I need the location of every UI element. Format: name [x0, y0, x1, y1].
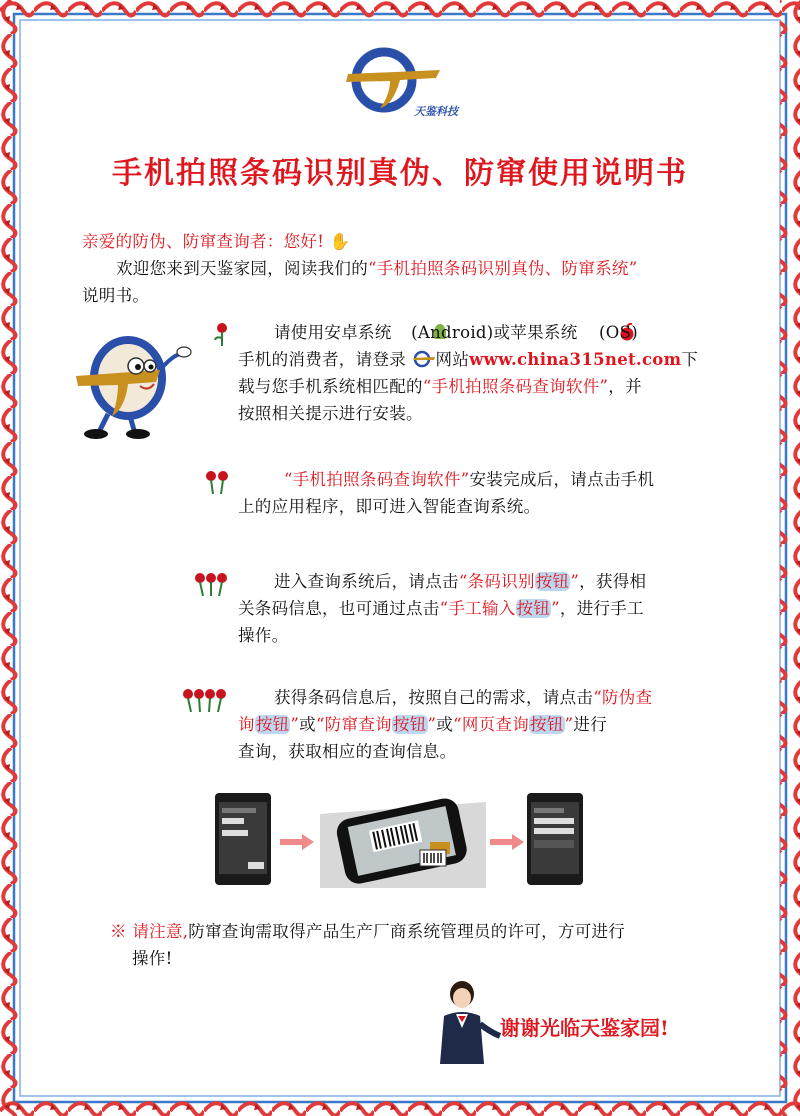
notice-text-1: 防窜查询需取得产品生产厂商系统管理员的许可，方可进行 [188, 922, 626, 941]
step2-software-name: “手机拍照条码查询软件” [284, 470, 470, 489]
step4-text-1: 获得条码信息后，按照自己的需求，请点击 [274, 688, 594, 707]
notice-text-2: 操作! [132, 949, 173, 968]
step-1 [238, 319, 720, 427]
step4-quote-close-3: ” [564, 715, 574, 734]
step1-text-5: 网站 [435, 350, 470, 369]
intro-system-name: “手机拍照条码识别真伪、防窜系统” [368, 259, 638, 278]
rose-icon-4 [182, 688, 228, 712]
antidiversion-query-button[interactable]: 按钮 [392, 715, 427, 734]
page-title: 手机拍照条码识别真伪、防窜使用说明书 [112, 156, 688, 191]
step2-text-3: 上的应用程序，即可进入智能查询系统。 [238, 497, 541, 516]
step3-quote-close-2: ” [551, 599, 560, 618]
rose-icon-3 [194, 572, 228, 596]
intro-section [82, 228, 762, 309]
step4-or-2: 或 [436, 715, 454, 734]
step4-text-14: 进行 [573, 715, 607, 734]
step1-text-10: ，并 [608, 377, 642, 396]
mascot-illustration [68, 330, 198, 442]
step-3 [238, 568, 720, 649]
rose-icon-1 [212, 322, 232, 346]
step4-text-15: 查询，获取相应的查询信息。 [238, 742, 457, 761]
arrow-right-icon-2 [490, 834, 526, 850]
greeting: 亲爱的防伪、防窜查询者：您好! [82, 232, 325, 251]
thanks-text: 谢谢光临天鉴家园! [500, 1016, 669, 1040]
step4-quote-close-1: ” [290, 715, 300, 734]
arrow-right-icon-1 [280, 834, 316, 850]
manual-input-button[interactable]: 按钮 [516, 599, 551, 618]
hostess-illustration [432, 980, 502, 1064]
notice-section [110, 918, 720, 972]
webpage-query-button[interactable]: 按钮 [530, 715, 564, 734]
step1-text-8: 载与您手机系统相匹配的 [238, 377, 423, 396]
website-link[interactable]: www.china315net.com [469, 350, 682, 369]
step3-quote-close-1: ” [570, 572, 580, 591]
barcode-recognize-button[interactable]: 按钮 [535, 572, 570, 591]
step3-manual-label: “手工输入 [439, 599, 516, 618]
clapping-hands-icon: ✋ [329, 232, 351, 251]
notice-mark: ※ 请注意, [110, 922, 189, 941]
phone-scanning-illustration [320, 792, 486, 888]
step3-barcode-label: “条码识别 [458, 572, 535, 591]
step1-text-1: 请使用安卓系统 [274, 323, 392, 342]
software-name: “手机拍照条码查询软件” [422, 377, 609, 396]
step3-text-11: 操作。 [238, 626, 289, 645]
step4-anticounterfeit-label: “防伪查 [593, 688, 653, 707]
step4-anticounterfeit-label-cont: 询 [238, 715, 255, 734]
step3-text-10: ，进行手工 [559, 599, 644, 618]
step2-text-2: 安装完成后，请点击手机 [469, 470, 655, 489]
step-4 [238, 684, 720, 765]
android-icon [397, 322, 411, 340]
step1-text-3: (OS) [599, 323, 638, 342]
apple-icon [583, 322, 599, 340]
brand-logo-text: 天鉴科技 [414, 105, 458, 118]
rose-icon-2 [204, 470, 230, 494]
phone-screen-left [214, 792, 274, 888]
intro-text-c: 说明书。 [82, 286, 150, 305]
step1-text-4: 手机的消费者，请登录 [238, 350, 406, 369]
phone-screen-right [526, 792, 586, 888]
anticounterfeit-query-button[interactable]: 按钮 [255, 715, 290, 734]
step1-text-7: 下 [681, 350, 699, 369]
step3-text-5: ，获得相 [579, 572, 647, 591]
step4-antidiversion-label: “防窜查询 [315, 715, 392, 734]
step3-text-1: 进入查询系统后，请点击 [274, 572, 459, 591]
step1-text-11: 按照相关提示进行安装。 [238, 404, 423, 423]
step4-quote-close-2: ” [427, 715, 437, 734]
step1-text-2: (Android)或苹果系统 [411, 323, 578, 342]
step4-or-1: 或 [299, 715, 316, 734]
small-logo-icon [412, 349, 436, 367]
step4-webpage-label: “网页查询 [453, 715, 530, 734]
intro-text-a: 欢迎您来到天鉴家园，阅读我们的 [116, 259, 368, 278]
step-2 [238, 466, 720, 520]
step3-text-6: 关条码信息，也可通过点击 [238, 599, 440, 618]
